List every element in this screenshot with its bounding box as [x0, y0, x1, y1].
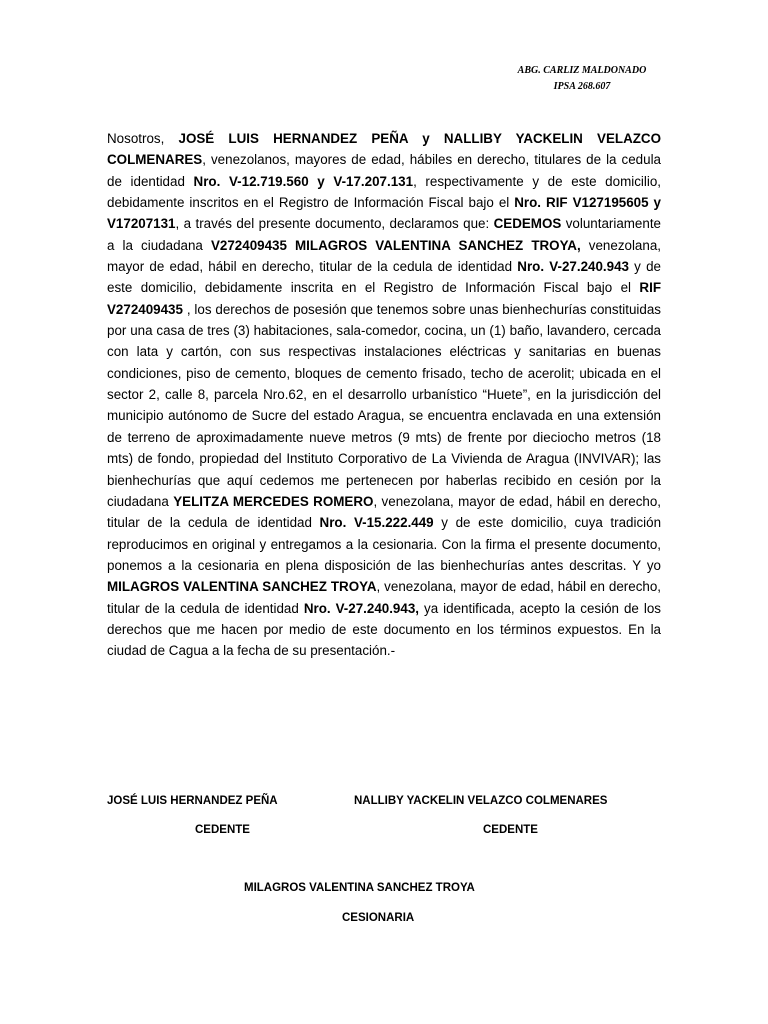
cesionaria-name: MILAGROS VALENTINA SANCHEZ TROYA: [244, 882, 475, 894]
body-text-run: , respectivamente y de este domicilio, debidamente inscritos en el Registro de Información Fiscal bajo el: [107, 173, 661, 211]
cedente-1-name: JOSÉ LUIS HERNANDEZ PEÑA: [107, 795, 278, 807]
body-bold-run: CEDEMOS: [493, 216, 562, 232]
body-bold-run: JOSÉ LUIS HERNANDEZ PEÑA y NALLIBY YACKELIN VELAZCO COLMENARES: [107, 131, 661, 168]
body-bold-run: V272409435 MILAGROS VALENTINA SANCHEZ TROYA,: [210, 237, 581, 253]
cedente-2-role: CEDENTE: [483, 824, 538, 836]
body-bold-run: Nro. V-12.719.560 y V-17.207.131: [193, 173, 414, 189]
body-bold-run: Nro. V-27.240.943,: [303, 600, 419, 616]
body-text-run: Nosotros,: [107, 131, 179, 146]
body-text-run: voluntariamente a la ciudadana: [107, 216, 661, 253]
body-text-run: , venezolana, mayor de edad, hábil en derecho, titular de la cedula de identidad: [107, 579, 662, 616]
body-text-run: , a través del presente documento, declaramos que:: [175, 216, 494, 232]
body-text-run: , venezolanos, mayores de edad, hábiles en derecho, titulares de la cedula de identidad: [107, 152, 661, 189]
document-header: [430, 63, 734, 95]
header-ipsa-number: IPSA 268.607: [553, 81, 611, 92]
cesionaria-role: CESIONARIA: [342, 912, 415, 924]
body-bold-run: MILAGROS VALENTINA SANCHEZ TROYA: [107, 579, 377, 595]
cedente-2-name: NALLIBY YACKELIN VELAZCO COLMENARES: [354, 795, 608, 807]
header-lawyer-name: ABG. CARLIZ MALDONADO: [517, 65, 647, 76]
cedente-1-role: CEDENTE: [195, 824, 250, 836]
body-text-run: y de este domicilio, debidamente inscrita en el Registro de Información Fiscal bajo el: [107, 259, 661, 296]
body-text-run: y de este domicilio, cuya tradición reproducimos en original y entregamos a la cesionaria. Con la firma el presente documento, ponemos a la cesionaria en plena disposición de las bienhechurías antes descritas. Y yo: [107, 515, 662, 573]
body-text-run: ya identificada, acepto la cesión de los derechos que me hacen por medio de este documento en los términos expuestos. En la ciudad de Cagua a la fecha de su presentación.-: [107, 600, 661, 659]
body-text-run: , venezolana, mayor de edad, hábil en derecho, titular de la cedula de identidad: [107, 493, 662, 531]
body-text-run: venezolana, mayor de edad, hábil en derecho, titular de la cedula de identidad: [107, 237, 661, 275]
body-bold-run: Nro. V-15.222.449: [319, 515, 434, 531]
body-bold-run: YELITZA MERCEDES ROMERO: [173, 493, 374, 509]
document-body: [107, 128, 661, 662]
body-bold-run: RIF V272409435: [107, 280, 661, 317]
body-bold-run: Nro. V-27.240.943: [517, 259, 629, 275]
body-bold-run: Nro. RIF V127195605 y V17207131: [107, 195, 661, 232]
body-text-run: , los derechos de posesión que tenemos sobre unas bienhechurías constituidas por una casa de tres (3) habitaciones, sala-comedor, cocina, un (1) baño, lavandero, cercada con lata y cartón, con sus respectivas instalaciones eléctricas y sanitarias en buenas condiciones, piso de cemento, bloques de cemento frisado, techo de acerolit; ubicada en el sector 2, calle 8, parcela Nro.62, en el desarrollo urbanístico “Huete”, en la jurisdicción del municipio autónomo de Sucre del estado Aragua, se encuentra enclavada en una extensión de terreno de aproximadamente nueve metros (9 mts) de frente por dieciocho metros (18 mts) de fondo, propiedad del Instituto Corporativo de La Vivienda de Aragua (INVIVAR); las bienhechurías que aquí cedemos me pertenecen por haberlas recibido en cesión por la ciudadana: [107, 301, 661, 509]
